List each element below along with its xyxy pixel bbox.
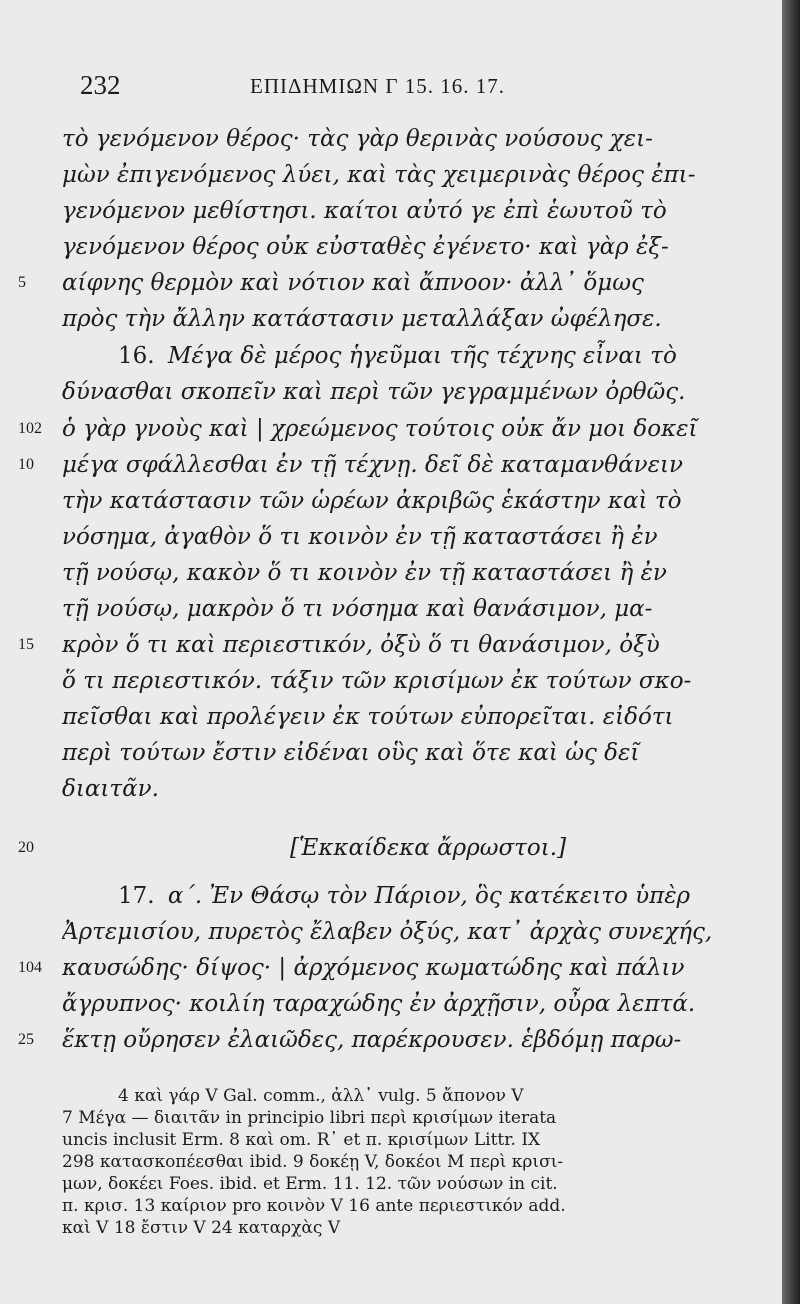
line-number: 20 xyxy=(18,839,34,856)
footnote-line: 4 καὶ γάρ V Gal. comm., ἀλλ᾽ vulg. 5 ἄπονον V xyxy=(118,1086,524,1106)
text-line: μὼν ἐπιγενόμενος λύει, καὶ τὰς χειμερινὰς θέρος ἐπι- xyxy=(62,162,696,188)
footnote-line: 7 Μέγα — διαιτᾶν in principio libri περὶ κρισίμων iterata xyxy=(62,1108,557,1128)
text-line: ἄγρυπνος· κοιλίη ταραχώδης ἐν ἀρχῇσιν, οὖρα λεπτά. xyxy=(62,991,696,1017)
text-line: ὁ γὰρ γνοὺς καὶ | χρεώμενος τούτοις οὐκ ἄν μοι δοκεῖ xyxy=(62,416,698,442)
text-line: τὸ γενόμενον θέρος· τὰς γὰρ θερινὰς νούσους χει- xyxy=(62,126,653,152)
line-number: 10 xyxy=(18,456,34,473)
text-line: ὅ τι περιεστικόν. τάξιν τῶν κρισίμων ἐκ τούτων σκο- xyxy=(62,668,692,694)
line-number: 5 xyxy=(18,274,26,291)
footnote-line: uncis inclusit Erm. 8 καὶ om. R᾽ et π. κρισίμων Littr. IX xyxy=(62,1130,541,1150)
section-text: Μέγα δὲ μέρος ἡγεῦμαι τῆς τέχνης εἶναι τὸ xyxy=(167,343,677,369)
text-line: δύνασθαι σκοπεῖν καὶ περὶ τῶν γεγραμμένων ὀρθῶς. xyxy=(62,379,686,405)
text-line: Ἀρτεμισίου, πυρετὸς ἔλαβεν ὀξύς, κατ᾽ ἀρχὰς συνεχής, xyxy=(62,919,713,945)
text-line: διαιτᾶν. xyxy=(62,776,159,802)
footnote-line: π. κρισ. 13 καίριον pro κοινὸν V 16 ante περιεστικόν add. xyxy=(62,1196,566,1216)
page-header xyxy=(80,70,712,104)
text-line: πεῖσθαι καὶ προλέγειν ἐκ τούτων εὐπορεῖται. εἰδότι xyxy=(62,704,674,730)
section-number: 17. xyxy=(118,883,155,909)
text-line: τῇ νούσῳ, κακὸν ὅ τι κοινὸν ἐν τῇ καταστάσει ἢ ἐν xyxy=(62,560,667,586)
footnote-line: καὶ V 18 ἔστιν V 24 καταρχὰς V xyxy=(62,1218,341,1238)
margin-page-reference: 102 xyxy=(18,420,42,437)
text-line: αίφνης θερμὸν καὶ νότιον καὶ ἄπνοον· ἀλλ᾽ ὅμως xyxy=(62,270,644,296)
book-edge-shadow xyxy=(782,0,800,1304)
margin-page-reference: 104 xyxy=(18,959,42,976)
page-number: 232 xyxy=(80,70,121,100)
running-title: ΕΠΙΔΗΜΙΩΝ Γ 15. 16. 17. xyxy=(250,74,505,98)
subheading: [Ἑκκαίδεκα ἄρρωστοι.] xyxy=(290,835,567,861)
text-line: πρὸς τὴν ἄλλην κατάστασιν μεταλλάξαν ὠφέλησε. xyxy=(62,306,662,332)
text-line: τὴν κατάστασιν τῶν ὡρέων ἀκριβῶς ἑκάστην καὶ τὸ xyxy=(62,488,682,514)
text-line: γενόμενον θέρος οὐκ εὐσταθὲς ἐγένετο· καὶ γὰρ ἐξ- xyxy=(62,234,669,260)
footnote-line: μων, δοκέει Foes. ibid. et Erm. 11. 12. τῶν νούσων in cit. xyxy=(62,1174,558,1194)
footnote-line: 298 κατασκοπέεσθαι ibid. 9 δοκέῃ V, δοκέοι M περὶ κρισι- xyxy=(62,1152,564,1172)
text-line: τῇ νούσῳ, μακρὸν ὅ τι νόσημα καὶ θανάσιμον, μα- xyxy=(62,596,653,622)
section-number: 16. xyxy=(118,343,155,369)
text-line: κρὸν ὅ τι καὶ περιεστικόν, ὀξὺ ὅ τι θανάσιμον, ὀξὺ xyxy=(62,632,660,658)
text-line: ἕκτῃ οὔρησεν ἐλαιῶδες, παρέκρουσεν. ἑβδόμῃ παρω- xyxy=(62,1027,682,1053)
line-number: 15 xyxy=(18,636,34,653)
section-17-line xyxy=(118,878,764,914)
text-line: περὶ τούτων ἔστιν εἰδέναι οὓς καὶ ὅτε καὶ ὡς δεῖ xyxy=(62,740,640,766)
section-16-line xyxy=(118,338,764,374)
text-line: νόσημα, ἀγαθὸν ὅ τι κοινὸν ἐν τῇ καταστάσει ἢ ἐν xyxy=(62,524,658,550)
line-number: 25 xyxy=(18,1031,34,1048)
text-line: καυσώδης· δίψος· | ἀρχόμενος κωματώδης καὶ πάλιν xyxy=(62,955,685,981)
section-text: α΄. Ἐν Θάσῳ τὸν Πάριον, ὃς κατέκειτο ὑπὲρ xyxy=(167,883,691,909)
text-line: γενόμενον μεθίστησι. καίτοι αὐτό γε ἐπὶ ἑωυτοῦ τὸ xyxy=(62,198,667,224)
text-line: μέγα σφάλλεσθαι ἐν τῇ τέχνῃ. δεῖ δὲ καταμανθάνειν xyxy=(62,452,684,478)
